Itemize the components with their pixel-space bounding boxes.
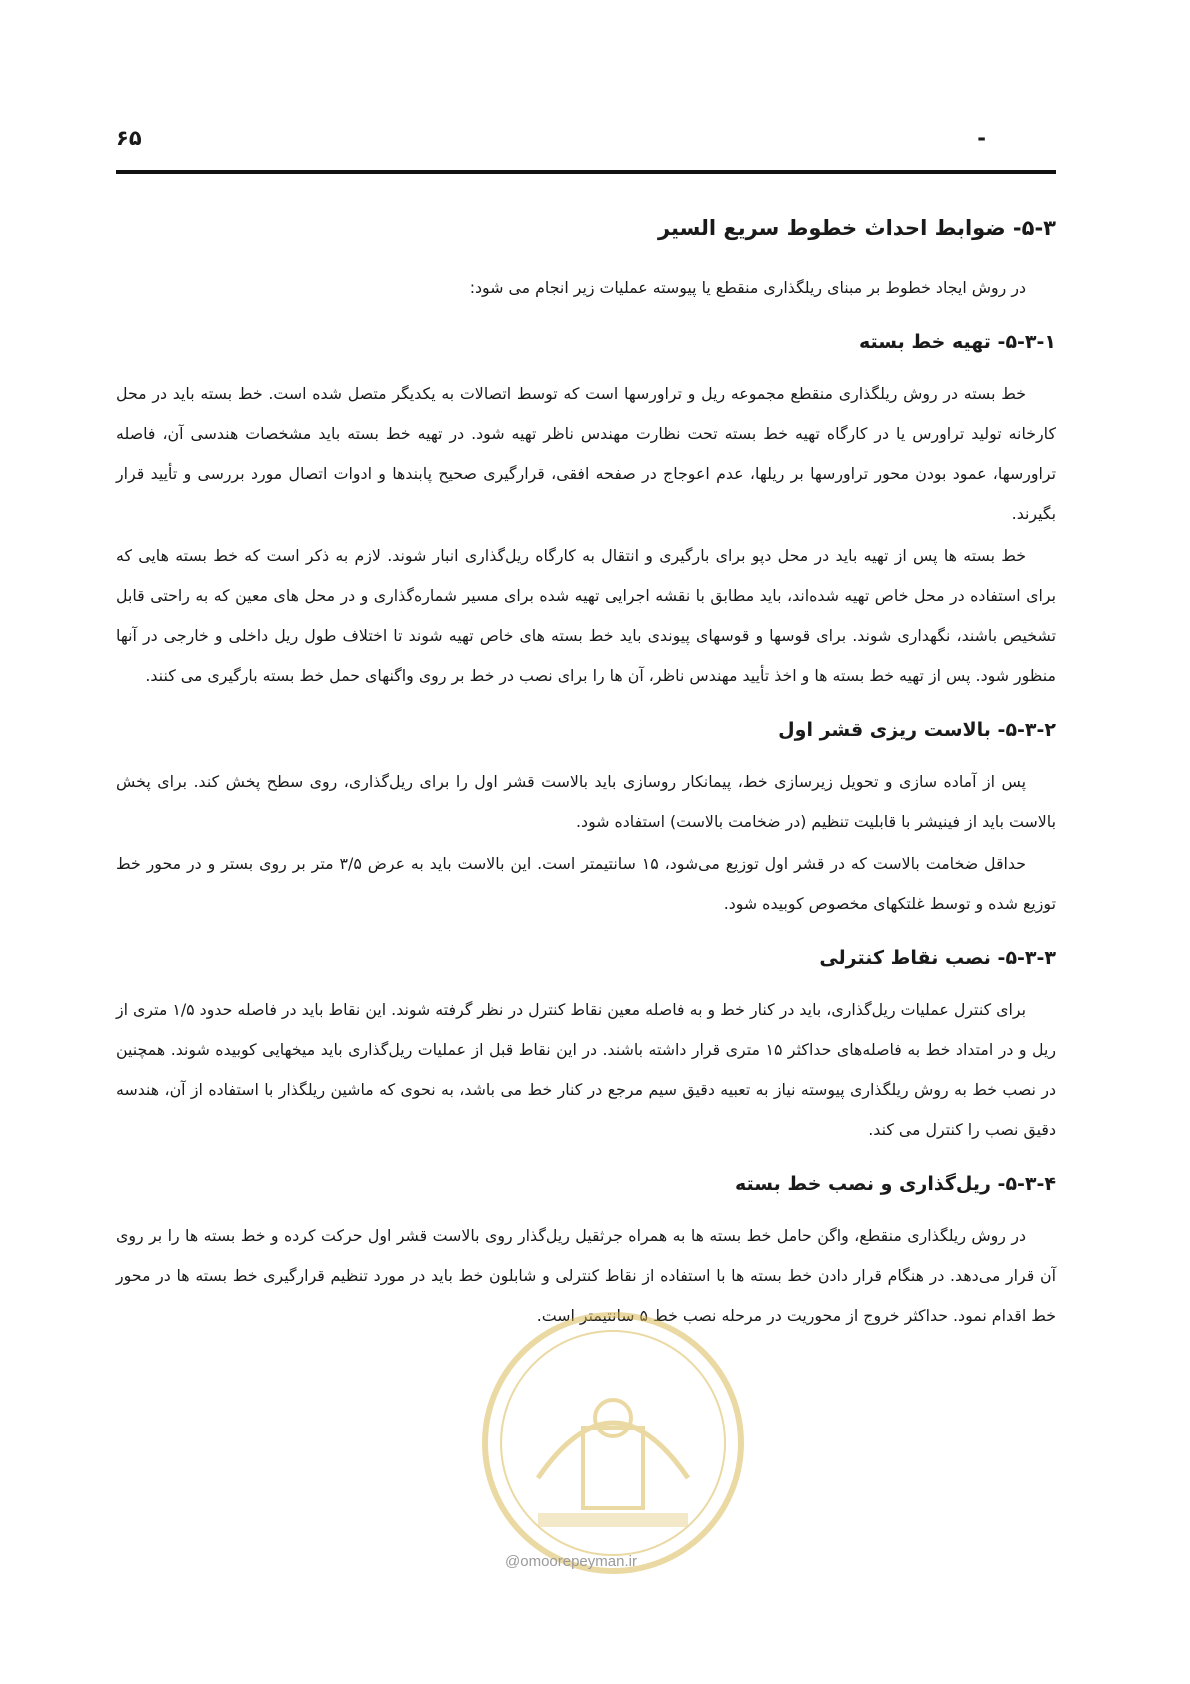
section-intro: در روش ایجاد خطوط بر مبنای ریلگذاری منقطع یا پیوسته عملیات زیر انجام می شود: [469, 278, 1026, 297]
subsection-title-3: ۵-۳-۳- نصب نقاط کنترلی [819, 947, 1056, 969]
paragraph: پس از آماده سازی و تحویل زیرسازی خط، پیمانکار روسازی باید بالاست قشر اول را برای ریل‌گذاری، روی سطح پخش کند. برای پخش بالاست باید از فینیشر با قابلیت تنظیم (در ضخامت بالاست) استفاده شود. [116, 772, 1056, 831]
header-rule [116, 170, 1056, 174]
page-header [116, 126, 1056, 174]
paragraph: خط بسته در روش ریلگذاری منقطع مجموعه ریل و تراورسها است که توسط اتصالات به یکدیگر متصل شده است. خط بسته باید در محل کارخانه تولید تراورس یا در کارگاه تهیه خط بسته تحت نظارت مهندس ناظر تهیه شود. در تهیه خط بسته باید مشخصات هندسی آن، فاصله تراورسها، عمود بودن محور تراورسها بر ریلها، عدم اعوجاج در صفحه افقی، قرارگیری صحیح پابندها و ادوات اتصال مورد بررسی و تأیید قرار بگیرند. [116, 384, 1056, 523]
paragraph: خط بسته ها پس از تهیه باید در محل دپو برای بارگیری و انتقال به کارگاه ریل‌گذاری انبار شوند. لازم به ذکر است که خط بسته هایی که برای استفاده در محل خاص تهیه شده‌اند، باید مطابق با نقشه اجرایی تهیه شده برای مسیر شماره‌گذاری و در محل های معین که به راحتی قابل تشخیص باشند، نگهداری شوند. برای قوسها و قوسهای پیوندی باید خط بسته های خاص تهیه شوند تا اختلاف طول ریل داخلی و خارجی در آنها منظور شود. پس از تهیه خط بسته ها و اخذ تأیید مهندس ناظر، آن ها را برای نصب در خط بر روی واگنهای حمل خط بسته بارگیری می کنند. [116, 546, 1056, 685]
subsection-title-2: ۵-۳-۲- بالاست ریزی قشر اول [778, 719, 1056, 741]
header-dash: - [977, 126, 986, 150]
watermark-logo [478, 1308, 748, 1578]
document-body [116, 208, 1056, 1338]
watermark-site: @omoorepeyman.ir [505, 1553, 637, 1570]
subsection-title-1: ۵-۳-۱- تهیه خط بسته [858, 331, 1056, 353]
paragraph: حداقل ضخامت بالاست که در قشر اول توزیع می‌شود، ۱۵ سانتیمتر است. این بالاست باید به عرض ۳/۵ متر بر روی بستر و در محور خط توزیع شده و توسط غلتکهای مخصوص کوبیده شود. [116, 854, 1056, 913]
paragraph: برای کنترل عملیات ریل‌گذاری، باید در کنار خط و به فاصله معین نقاط کنترل در نظر گرفته شوند. این نقاط باید در فاصله حدود ۱/۵ متری از ریل و در امتداد خط به فاصله‌های حداکثر ۱۵ متری قرار داشته باشند. در این نقاط قبل از عملیات ریل‌گذاری باید میخهایی کوبیده شوند. همچنین در نصب خط به روش ریلگذاری پیوسته نیاز به تعبیه دقیق سیم مرجع در کنار خط می باشد، به نحوی که ماشین ریلگذار با استفاده از آن، هندسه دقیق نصب را کنترل می کند. [115, 1000, 1056, 1139]
page-number: ۶۵ [116, 126, 142, 150]
subsection-title-4: ۵-۳-۴- ریل‌گذاری و نصب خط بسته [734, 1173, 1056, 1195]
paragraph: در روش ریلگذاری منقطع، واگن حامل خط بسته ها به همراه جرثقیل ریل‌گذار روی بالاست قشر اول حرکت کرده و خط بسته ها را بر روی آن قرار می‌دهد. در هنگام قرار دادن خط بسته ها با استفاده از نقاط کنترلی و شابلون خط باید در مورد تنظیم قرارگیری خط بسته ها در محور خط اقدام نمود. حداکثر خروج از محوریت در مرحله نصب خط ۵ سانتیمتر است. [116, 1226, 1056, 1325]
section-title: ۵-۳- ضوابط احداث خطوط سریع السیر [657, 216, 1056, 240]
